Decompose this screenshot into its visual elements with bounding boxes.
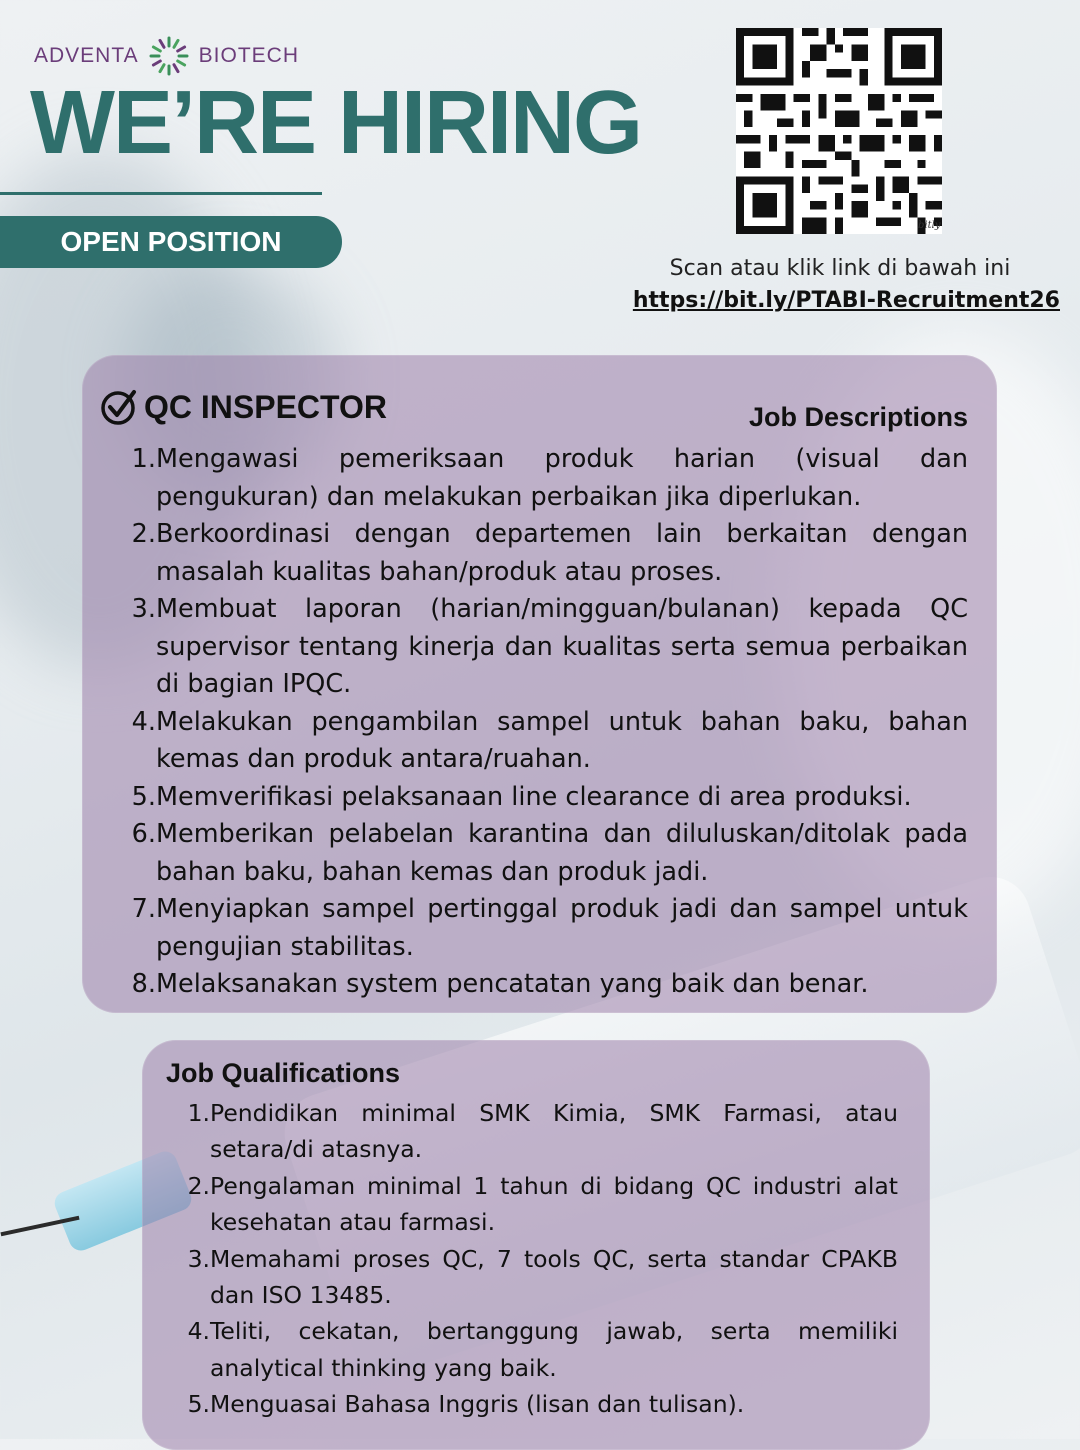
item-text: Melaksanakan system pencatatan yang baik dan benar.: [156, 969, 869, 999]
item-text: Berkoordinasi dengan departemen lain berkaitan dengan masalah kualitas bahan/produk atau proses.: [156, 519, 968, 587]
job-descriptions-heading: Job Descriptions: [748, 402, 968, 432]
description-item: [112, 516, 968, 591]
item-text: Melakukan pengambilan sampel untuk bahan baku, bahan kemas dan produk antara/ruahan.: [156, 706, 968, 774]
item-number: 2.: [131, 519, 156, 549]
item-text: Menyiapkan sampel pertinggal produk jadi dan sampel untuk pengujian stabilitas.: [156, 894, 968, 962]
item-text: Memahami proses QC, 7 tools QC, serta standar CPAKB dan ISO 13485.: [210, 1244, 898, 1310]
job-qualifications-list: [170, 1095, 898, 1423]
recruitment-link[interactable]: https://bit.ly/PTABI-Recruitment26: [632, 288, 1060, 313]
qualification-item: [170, 1313, 898, 1386]
open-position-badge: OPEN POSITION: [0, 216, 342, 268]
position-title: [100, 388, 387, 426]
description-item: [112, 966, 968, 1004]
item-text: Membuat laporan (harian/mingguan/bulanan) kepada QC supervisor tentang kinerja dan kualitas serta semua perbaikan di bagian IPQC.: [156, 594, 968, 699]
job-qualifications-heading: Job Qualifications: [166, 1058, 401, 1088]
starburst-logo-icon: [147, 34, 191, 78]
item-number: 4.: [131, 706, 156, 737]
item-text: Menguasai Bahasa Inggris (lisan dan tulisan).: [210, 1390, 745, 1419]
item-number: 5.: [187, 1390, 210, 1419]
item-number: 3.: [187, 1244, 210, 1273]
item-text: Pengalaman minimal 1 tahun di bidang QC industri alat kesehatan atau farmasi.: [210, 1171, 898, 1237]
item-number: 2.: [187, 1171, 210, 1200]
qualification-item: [170, 1095, 898, 1168]
qr-brand-label: bitly: [918, 220, 941, 231]
item-text: Mengawasi pemeriksaan produk harian (visual dan pengukuran) dan melakukan perbaikan jika diperlukan.: [156, 444, 968, 512]
item-number: 1.: [131, 444, 156, 474]
description-item: [112, 891, 968, 966]
description-item: [112, 441, 968, 516]
qualification-item: [170, 1241, 898, 1314]
item-number: 8.: [131, 969, 156, 999]
item-number: 6.: [131, 819, 156, 849]
item-text: Teliti, cekatan, bertanggung jawab, serta memiliki analytical thinking yang baik.: [210, 1317, 898, 1382]
qualification-item: [170, 1168, 898, 1241]
job-descriptions-list: [112, 441, 968, 1004]
item-number: 3.: [131, 594, 156, 624]
hiring-title: WE’RE HIRING: [30, 73, 642, 173]
description-item: [112, 816, 968, 891]
item-text: Memberikan pelabelan karantina dan diluluskan/ditolak pada bahan baku, bahan kemas dan produk jadi.: [156, 819, 968, 887]
description-item: [112, 591, 968, 704]
qr-code-icon[interactable]: [736, 28, 942, 234]
title-divider: [0, 192, 322, 195]
logo-left-word: ADVENTA: [34, 44, 139, 67]
scan-instruction: Scan atau klik link di bawah ini: [669, 256, 1011, 281]
logo-right-word: BIOTECH: [198, 44, 299, 67]
item-text: Pendidikan minimal SMK Kimia, SMK Farmasi, atau setara/di atasnya.: [210, 1099, 898, 1164]
description-item: [112, 704, 968, 779]
item-number: 1.: [187, 1099, 210, 1127]
item-number: 7.: [131, 894, 156, 924]
check-circle-icon: [100, 388, 138, 426]
position-title-text: QC INSPECTOR: [144, 388, 387, 425]
description-item: [112, 779, 968, 817]
company-logo: [34, 34, 299, 78]
item-number: 4.: [187, 1317, 210, 1346]
qualification-item: [170, 1386, 898, 1422]
item-text: Memverifikasi pelaksanaan line clearance di area produksi.: [156, 781, 912, 812]
item-number: 5.: [131, 781, 156, 812]
